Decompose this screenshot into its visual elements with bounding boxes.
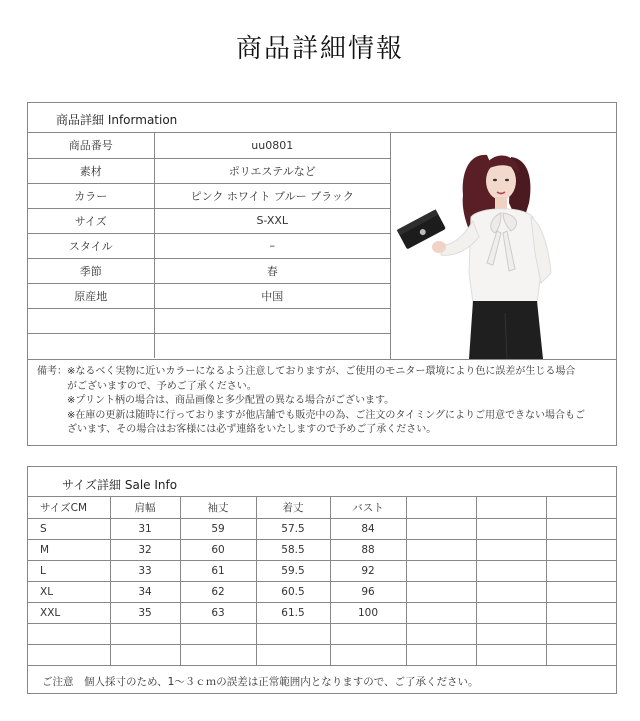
- size-column-header: バスト: [330, 497, 406, 518]
- size-cell: M: [28, 539, 110, 560]
- size-cell: [110, 623, 180, 644]
- size-cell: [546, 644, 616, 665]
- info-value: ポリエステルなど: [154, 158, 390, 183]
- info-key: スタイル: [28, 233, 154, 258]
- info-value: uu0801: [154, 133, 390, 158]
- size-cell: [546, 539, 616, 560]
- size-column-header: [546, 497, 616, 518]
- size-cell: 34: [110, 581, 180, 602]
- size-cell: XXL: [28, 602, 110, 623]
- size-cell: [406, 623, 476, 644]
- info-row: [28, 133, 390, 158]
- info-value: S-XXL: [154, 208, 390, 233]
- size-cell: L: [28, 560, 110, 581]
- info-value: [154, 308, 390, 333]
- size-column-header: [406, 497, 476, 518]
- size-cell: [546, 602, 616, 623]
- size-cell: 88: [330, 539, 406, 560]
- size-cell: [256, 644, 330, 665]
- size-cell: 58.5: [256, 539, 330, 560]
- info-row: [28, 333, 390, 358]
- size-row: [28, 602, 616, 623]
- size-cell: [476, 560, 546, 581]
- product-photo: [390, 133, 616, 359]
- size-cell: [330, 644, 406, 665]
- size-cell: [406, 581, 476, 602]
- info-section-header: [28, 103, 616, 133]
- size-row: [28, 539, 616, 560]
- size-cell: 63: [180, 602, 256, 623]
- size-cell: [476, 581, 546, 602]
- size-header-row: [28, 497, 616, 518]
- size-cell: [406, 602, 476, 623]
- size-cell: 59.5: [256, 560, 330, 581]
- info-key: サイズ: [28, 208, 154, 233]
- note-line: がございますので、予めご了承ください。: [37, 380, 257, 392]
- size-cell: 92: [330, 560, 406, 581]
- size-cell: 35: [110, 602, 180, 623]
- page-title: 商品詳細情報: [235, 34, 404, 64]
- size-section-title: サイズ詳細 Sale Info: [62, 478, 178, 492]
- size-cell: 31: [110, 518, 180, 539]
- size-cell: 59: [180, 518, 256, 539]
- size-cell: 100: [330, 602, 406, 623]
- size-cell: [546, 581, 616, 602]
- size-table: [28, 497, 616, 666]
- size-cell: [28, 623, 110, 644]
- size-cell: 33: [110, 560, 180, 581]
- info-key: 素材: [28, 158, 154, 183]
- size-cell: 60.5: [256, 581, 330, 602]
- info-table: [28, 133, 390, 358]
- info-key: [28, 333, 154, 358]
- size-row: [28, 623, 616, 644]
- size-cell: [330, 623, 406, 644]
- info-row: [28, 258, 390, 283]
- size-cell: [256, 623, 330, 644]
- size-cell: 32: [110, 539, 180, 560]
- size-cell: [406, 518, 476, 539]
- size-cell: [476, 539, 546, 560]
- size-column-header: [476, 497, 546, 518]
- size-cell: [110, 644, 180, 665]
- info-row: [28, 283, 390, 308]
- info-section-title: 商品詳細 Information: [56, 113, 178, 127]
- size-cell: S: [28, 518, 110, 539]
- size-cell: 61.5: [256, 602, 330, 623]
- info-row: [28, 233, 390, 258]
- size-section-header: [28, 467, 616, 497]
- size-cell: [546, 623, 616, 644]
- size-cell: [476, 644, 546, 665]
- info-key: 季節: [28, 258, 154, 283]
- size-row: [28, 518, 616, 539]
- info-key: 原産地: [28, 283, 154, 308]
- product-info-section: [27, 102, 617, 446]
- size-column-header: サイズCM: [28, 497, 110, 518]
- notes-block: [37, 365, 609, 438]
- note-line: ※プリント柄の場合は、商品画像と多少配置の異なる場合がございます。: [37, 395, 395, 407]
- size-row: [28, 581, 616, 602]
- info-key: 商品番号: [28, 133, 154, 158]
- info-value: [154, 333, 390, 358]
- size-cell: 57.5: [256, 518, 330, 539]
- size-row: [28, 560, 616, 581]
- size-cell: [476, 518, 546, 539]
- size-row: [28, 644, 616, 665]
- size-cell: [546, 560, 616, 581]
- size-cell: 61: [180, 560, 256, 581]
- size-cell: [476, 623, 546, 644]
- size-cell: [28, 644, 110, 665]
- info-row: [28, 158, 390, 183]
- note-line: ざいます、その場合はお客様には必ず連絡をいたしますので予めご了承ください。: [37, 424, 437, 436]
- note-line: 備考：※なるべく実物に近いカラーになるよう注意しておりますが、ご使用のモニター環境により色に誤差が生じる場合: [37, 366, 576, 377]
- size-cell: [180, 644, 256, 665]
- info-value: 春: [154, 258, 390, 283]
- info-row: [28, 183, 390, 208]
- info-key: カラー: [28, 183, 154, 208]
- size-cell: 62: [180, 581, 256, 602]
- size-footnote: ご注意 個人採寸のため、1～３ｃｍの誤差は正常範囲内となりますので、ご了承ください。: [42, 676, 479, 688]
- info-value: 中国: [154, 283, 390, 308]
- size-column-header: 袖丈: [180, 497, 256, 518]
- size-cell: XL: [28, 581, 110, 602]
- info-key: [28, 308, 154, 333]
- size-cell: 96: [330, 581, 406, 602]
- note-line: ※在庫の更新は随時に行っておりますが他店舗でも販売中の為、ご注文のタイミングによりご用意できない場合もご: [37, 409, 585, 421]
- size-column-header: 肩幅: [110, 497, 180, 518]
- info-value: –: [154, 233, 390, 258]
- size-cell: [476, 602, 546, 623]
- size-cell: [406, 644, 476, 665]
- size-cell: [406, 539, 476, 560]
- size-cell: [406, 560, 476, 581]
- info-row: [28, 308, 390, 333]
- notes-divider: [28, 359, 616, 360]
- size-section: [27, 466, 617, 694]
- info-row: [28, 208, 390, 233]
- size-cell: [180, 623, 256, 644]
- model-photo-illustration: [391, 133, 616, 359]
- size-cell: [546, 518, 616, 539]
- info-value: ピンク ホワイト ブルー ブラック: [154, 183, 390, 208]
- size-cell: 60: [180, 539, 256, 560]
- size-column-header: 着丈: [256, 497, 330, 518]
- size-cell: 84: [330, 518, 406, 539]
